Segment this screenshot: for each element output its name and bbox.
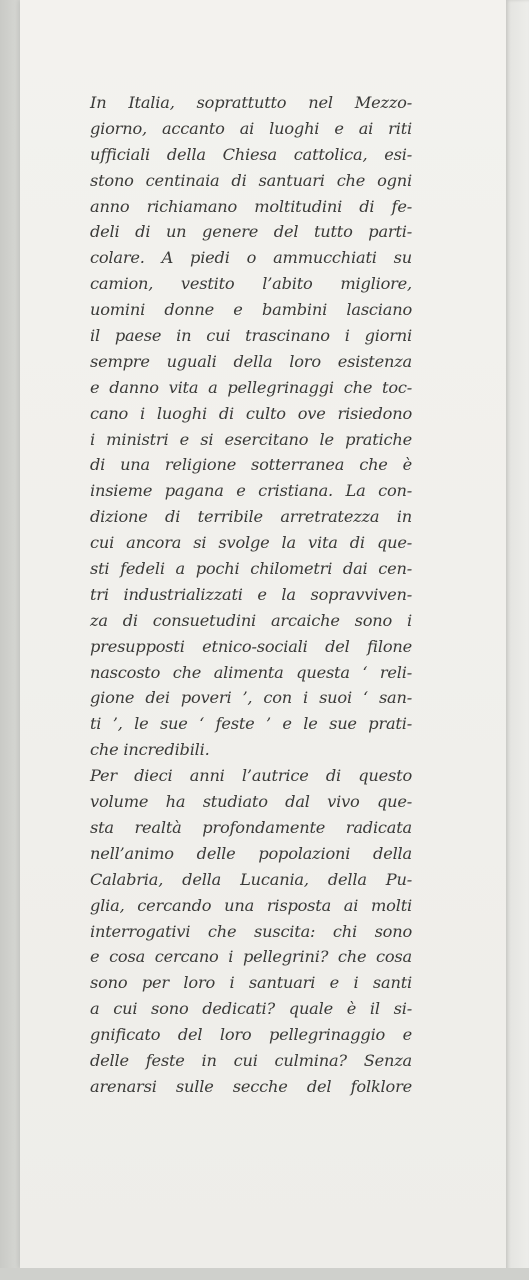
text-line: ti ’, le sue ‘ feste ’ e le sue prati- [90, 714, 412, 734]
text-line: za di consuetudini arcaiche sono i [90, 610, 412, 630]
text-line: anno richiamano moltitudini di fe- [90, 196, 412, 216]
text-line: Per dieci anni l’autrice di questo [90, 766, 412, 786]
text-line: insieme pagana e cristiana. La con- [90, 481, 412, 501]
text-line: deli di un genere del tutto parti- [90, 222, 412, 242]
text-line: sono per loro i santuari e i santi [90, 973, 412, 993]
text-line: arenarsi sulle secche del folklore [90, 1076, 412, 1096]
text-line: tri industrializzati e la sopravviven- [90, 584, 412, 604]
text-line: sempre uguali della loro esistenza [90, 351, 412, 371]
paragraph-end-line: che incredibili. [90, 740, 210, 760]
text-line: gione dei poveri ’, con i suoi ‘ san- [90, 688, 412, 708]
text-line: cano i luoghi di culto ove risiedono [90, 403, 412, 423]
text-line: glia, cercando una risposta ai molti [90, 895, 412, 915]
text-line: cui ancora si svolge la vita di que- [90, 533, 412, 553]
text-line: il paese in cui trascinano i giorni [90, 326, 412, 346]
text-line: volume ha studiato dal vivo que- [90, 792, 412, 812]
text-line: uomini donne e bambini lasciano [90, 300, 412, 320]
text-line: colare. A piedi o ammucchiati su [90, 248, 412, 268]
text-line: nascosto che alimenta questa ‘ reli- [90, 662, 412, 682]
text-line: delle feste in cui culmina? Senza [90, 1050, 412, 1070]
text-line: interrogativi che suscita: chi sono [90, 921, 412, 941]
bottom-edge [0, 1268, 529, 1280]
text-line: e danno vita a pellegrinaggi che toc- [90, 377, 412, 397]
text-line: ufficiali della Chiesa cattolica, esi- [90, 144, 412, 164]
page-fold-edge [506, 0, 529, 1280]
text-line: stono centinaia di santuari che ogni [90, 170, 412, 190]
text-line: giorno, accanto ai luoghi e ai riti [90, 118, 412, 138]
text-line: Calabria, della Lucania, della Pu- [90, 869, 412, 889]
body-text [90, 90, 412, 1100]
text-line: sta realtà profondamente radicata [90, 817, 412, 837]
text-line: sti fedeli a pochi chilometri dai cen- [90, 559, 412, 579]
text-line: a cui sono dedicati? quale è il si- [90, 999, 412, 1019]
text-line: camion, vestito l’abito migliore, [90, 274, 412, 294]
text-line: gnificato del loro pellegrinaggio e [90, 1025, 412, 1045]
text-line: presupposti etnico-sociali del filone [90, 636, 412, 656]
text-line: e cosa cercano i pellegrini? che cosa [90, 947, 412, 967]
text-line: nell’animo delle popolazioni della [90, 843, 412, 863]
text-line: In Italia, soprattutto nel Mezzo- [90, 93, 412, 112]
text-line: di una religione sotterranea che è [90, 455, 412, 475]
text-line: i ministri e si esercitano le pratiche [90, 429, 412, 449]
text-line: dizione di terribile arretratezza in [90, 507, 412, 527]
